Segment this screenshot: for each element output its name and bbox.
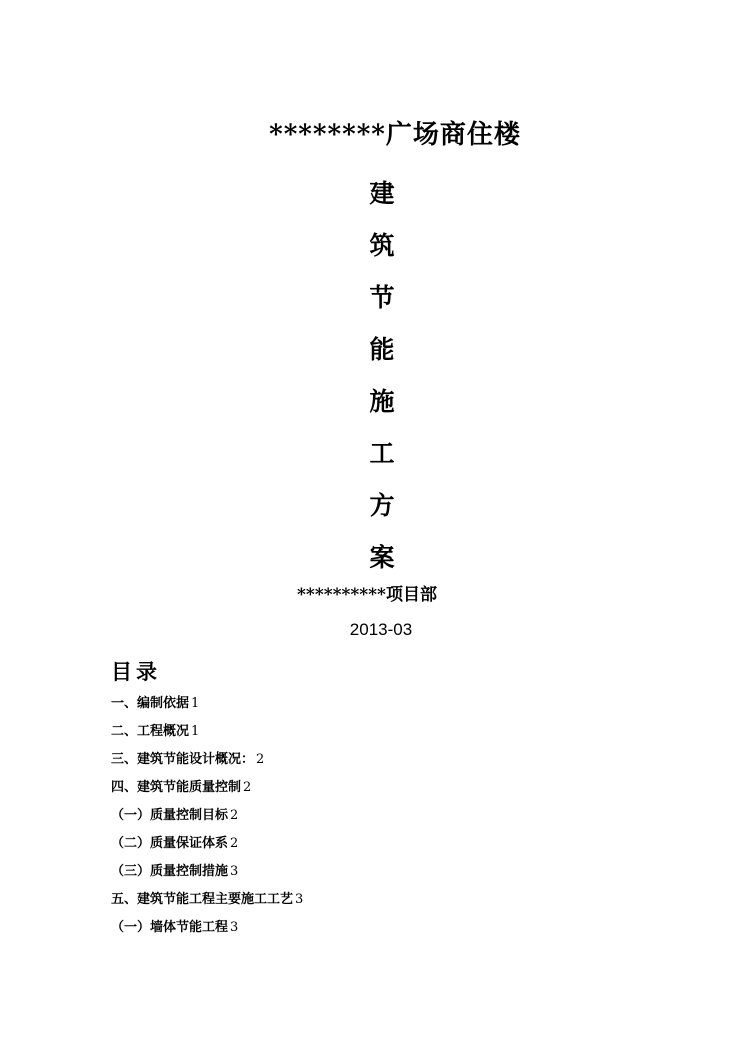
toc-entry-title: 三、建筑节能设计概况： <box>111 752 255 767</box>
toc-entry[interactable] <box>111 858 303 886</box>
toc-entry-title: 二、工程概况 <box>111 724 190 739</box>
toc-entry-page: 3 <box>230 864 239 879</box>
title-char: 案 <box>369 543 395 572</box>
toc-entry[interactable] <box>111 886 303 914</box>
toc-entry[interactable] <box>111 718 303 746</box>
project-title: ********广场商住楼 <box>269 120 521 150</box>
toc-entry[interactable] <box>111 746 303 774</box>
toc-entry-page: 1 <box>191 724 200 739</box>
toc-entry-page: 2 <box>256 752 265 767</box>
toc-entry-page: 3 <box>295 892 304 907</box>
document-date: 2013-03 <box>349 620 413 639</box>
toc-entry-title: （二）质量保证体系 <box>111 836 229 851</box>
toc-entry[interactable] <box>111 774 303 802</box>
toc-entry-page: 1 <box>191 696 200 711</box>
toc-entry[interactable] <box>111 802 303 830</box>
department-name: **********项目部 <box>297 585 437 605</box>
toc-entry-title: 一、编制依据 <box>111 696 190 711</box>
toc-entry-title: （一）墙体节能工程 <box>111 920 229 935</box>
title-char: 能 <box>369 335 395 364</box>
title-char: 工 <box>369 439 395 468</box>
document-title-vertical <box>0 168 744 584</box>
toc-entry-page: 2 <box>230 836 239 851</box>
toc-entry-title: （三）质量控制措施 <box>111 864 229 879</box>
title-char: 建 <box>369 179 395 208</box>
title-char: 施 <box>369 387 395 416</box>
toc-entry[interactable] <box>111 830 303 858</box>
title-char: 筑 <box>369 231 395 260</box>
table-of-contents <box>111 690 303 942</box>
toc-entry-page: 2 <box>243 780 252 795</box>
toc-entry-page: 2 <box>230 808 239 823</box>
toc-entry-title: （一）质量控制目标 <box>111 808 229 823</box>
toc-entry[interactable] <box>111 914 303 942</box>
toc-heading: 目录 <box>111 659 161 684</box>
toc-entry[interactable] <box>111 690 303 718</box>
title-char: 方 <box>369 491 395 520</box>
title-char: 节 <box>369 283 395 312</box>
toc-entry-page: 3 <box>230 920 239 935</box>
toc-entry-title: 五、建筑节能工程主要施工工艺 <box>111 892 294 907</box>
toc-entry-title: 四、建筑节能质量控制 <box>111 780 242 795</box>
